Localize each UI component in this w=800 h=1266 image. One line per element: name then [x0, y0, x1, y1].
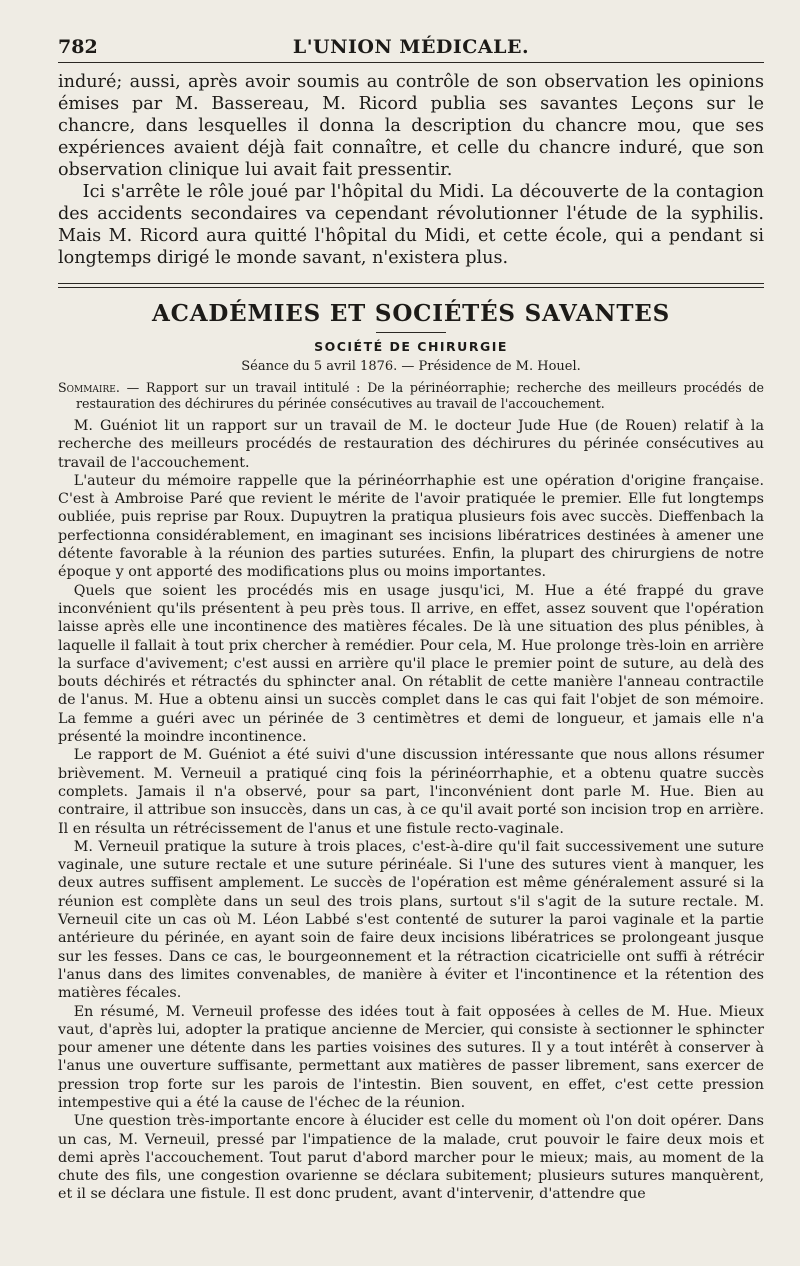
body-paragraph: Quels que soient les procédés mis en usage jusqu'ici, M. Hue a été frappé du grave inconvénient qu'ils présentent à peu près tous. Il arrive, en effet, assez souvent que l'opération laisse après elle une incontinence des matières fécales. De là une situation des plus pénibles, à laquelle il fallait à tout prix chercher à remédier. Pour cela, M. Hue prolonge très-loin en arrière la surface d'avivement; c'est aussi en arrière qu'il place le premier point de suture, au delà des bouts déchirés et rétractés du sphincter anal. On rétablit de cette manière l'anneau contractile de l'anus. M. Hue a obtenu ainsi un succès complet dans le cas qui fait l'objet de son mémoire. La femme a guéri avec un périnée de 3 centimètres et demi de longueur, et jamais elle n'a présenté la moindre incontinence. [58, 582, 764, 746]
summary [58, 380, 764, 412]
section-divider [58, 283, 764, 288]
body-paragraph: Une question très-importante encore à élucider est celle du moment où l'on doit opérer. Dans un cas, M. Verneuil, pressé par l'impatience de la malade, crut pouvoir le faire deux mois et demi après l'accouchement. Tout parut d'abord marcher pour le mieux; mais, au moment de la chute des fils, une congestion ovarienne se déclara subitement; plusieurs sutures manquèrent, et il se déclara une fistule. Il est donc prudent, avant d'intervenir, d'attendre que [58, 1113, 764, 1203]
article-body [58, 417, 764, 1204]
body-paragraph: Le rapport de M. Guéniot a été suivi d'une discussion intéressante que nous allons résumer brièvement. M. Verneuil a pratiqué cinq fois la périnéorrhaphie, et a obtenu quatre succès complets. Jamais il n'a observé, pour sa part, l'inconvénient dont parle M. Hue. Bien au contraire, il attribue son insuccès, dans un cas, à ce qu'il avait porté son incision trop en arrière. Il en résulta un rétrécissement de l'anus et une fistule recto-vaginale. [58, 747, 764, 837]
lead-text [58, 71, 764, 269]
page-number: 782 [58, 36, 98, 58]
body-paragraph: M. Verneuil pratique la suture à trois places, c'est-à-dire qu'il fait successivement une suture vaginale, une suture rectale et une suture périnéale. Si l'une des sutures vient à manquer, les deux autres suffisent amplement. Le succès de l'opération est même généralement assuré si la réunion est complète dans un seul des trois plans, surtout s'il s'agit de la suture rectale. M. Verneuil cite un cas où M. Léon Labbé s'est contenté de suturer la paroi vaginale et la partie antérieure du périnée, en ayant soin de faire deux incisions libératrices se prolongeant jusque sur les fesses. Dans ce cas, le bourgeonnement et la rétraction cicatricielle ont suffi à rétrécir l'anus dans des limites convenables, de manière à éviter et l'incontinence et la rétention des matières fécales. [58, 838, 764, 1002]
running-head [58, 34, 764, 63]
section-heading: ACADÉMIES ET SOCIÉTÉS SAVANTES [152, 300, 670, 327]
body-paragraph: L'auteur du mémoire rappelle que la périnéorrhaphie est une opération d'origine française. C'est à Ambroise Paré que revient le mérite de l'avoir pratiquée le premier. Elle fut longtemps oubliée, puis reprise par Roux. Dupuytren la pratiqua plusieurs fois avec succès. Dieffenbach la perfectionna considérablement, en imaginant ses incisions libératrices destinées à amener une détente favorable à la réunion des parties suturées. Enfin, la plupart des chirurgiens de notre époque y ont apporté des modifications plus ou moins importantes. [58, 472, 764, 581]
session-line: Séance du 5 avril 1876. — Présidence de M. Houel. [241, 359, 581, 374]
heading-rule [376, 332, 446, 333]
body-paragraph: En résumé, M. Verneuil professe des idées tout à fait opposées à celles de M. Hue. Mieux vaut, d'après lui, adopter la pratique ancienne de Mercier, qui consiste à sectionner le sphincter pour amener une détente dans les parties voisines des sutures. Il y a tout intérêt à conserver à l'anus une ouverture suffisante, permettant aux matières de passer librement, sans exercer de pression trop forte sur les parois de l'intestin. Bien souvent, en effet, c'est cette pression intempestive qui a été la cause de l'échec de la réunion. [58, 1003, 764, 1111]
journal-title: L'UNION MÉDICALE. [292, 36, 530, 58]
body-paragraph: M. Guéniot lit un rapport sur un travail de M. le docteur Jude Hue (de Rouen) relatif à la recherche des meilleurs procédés de restauration des déchirures du périnée consécutives au travail de l'accouchement. [58, 418, 764, 471]
lead-paragraph: induré; aussi, après avoir soumis au contrôle de son observation les opinions émises par M. Bassereau, M. Ricord publia ses savantes Leçons sur le chancre, dans lesquelles il donna la description du chancre mou, que ses expériences avaient déjà fait connaître, et celle du chancre induré, que son observation clinique lui avait fait pressentir. [58, 72, 764, 180]
society-name: SOCIÉTÉ DE CHIRURGIE [314, 339, 508, 354]
summary-label: Sommaire. [58, 380, 120, 395]
summary-text: — Rapport sur un travail intitulé : De la périnéorraphie; recherche des meilleurs procédés de restauration des déchirures du périnée consécutives au travail de l'accouchement. [76, 380, 764, 411]
lead-paragraph: Ici s'arrête le rôle joué par l'hôpital du Midi. La découverte de la contagion des accidents secondaires va cependant révolutionner l'étude de la syphilis. Mais M. Ricord aura quitté l'hôpital du Midi, et cette école, qui a pendant si longtemps dirigé le monde savant, n'existera plus. [58, 182, 764, 268]
